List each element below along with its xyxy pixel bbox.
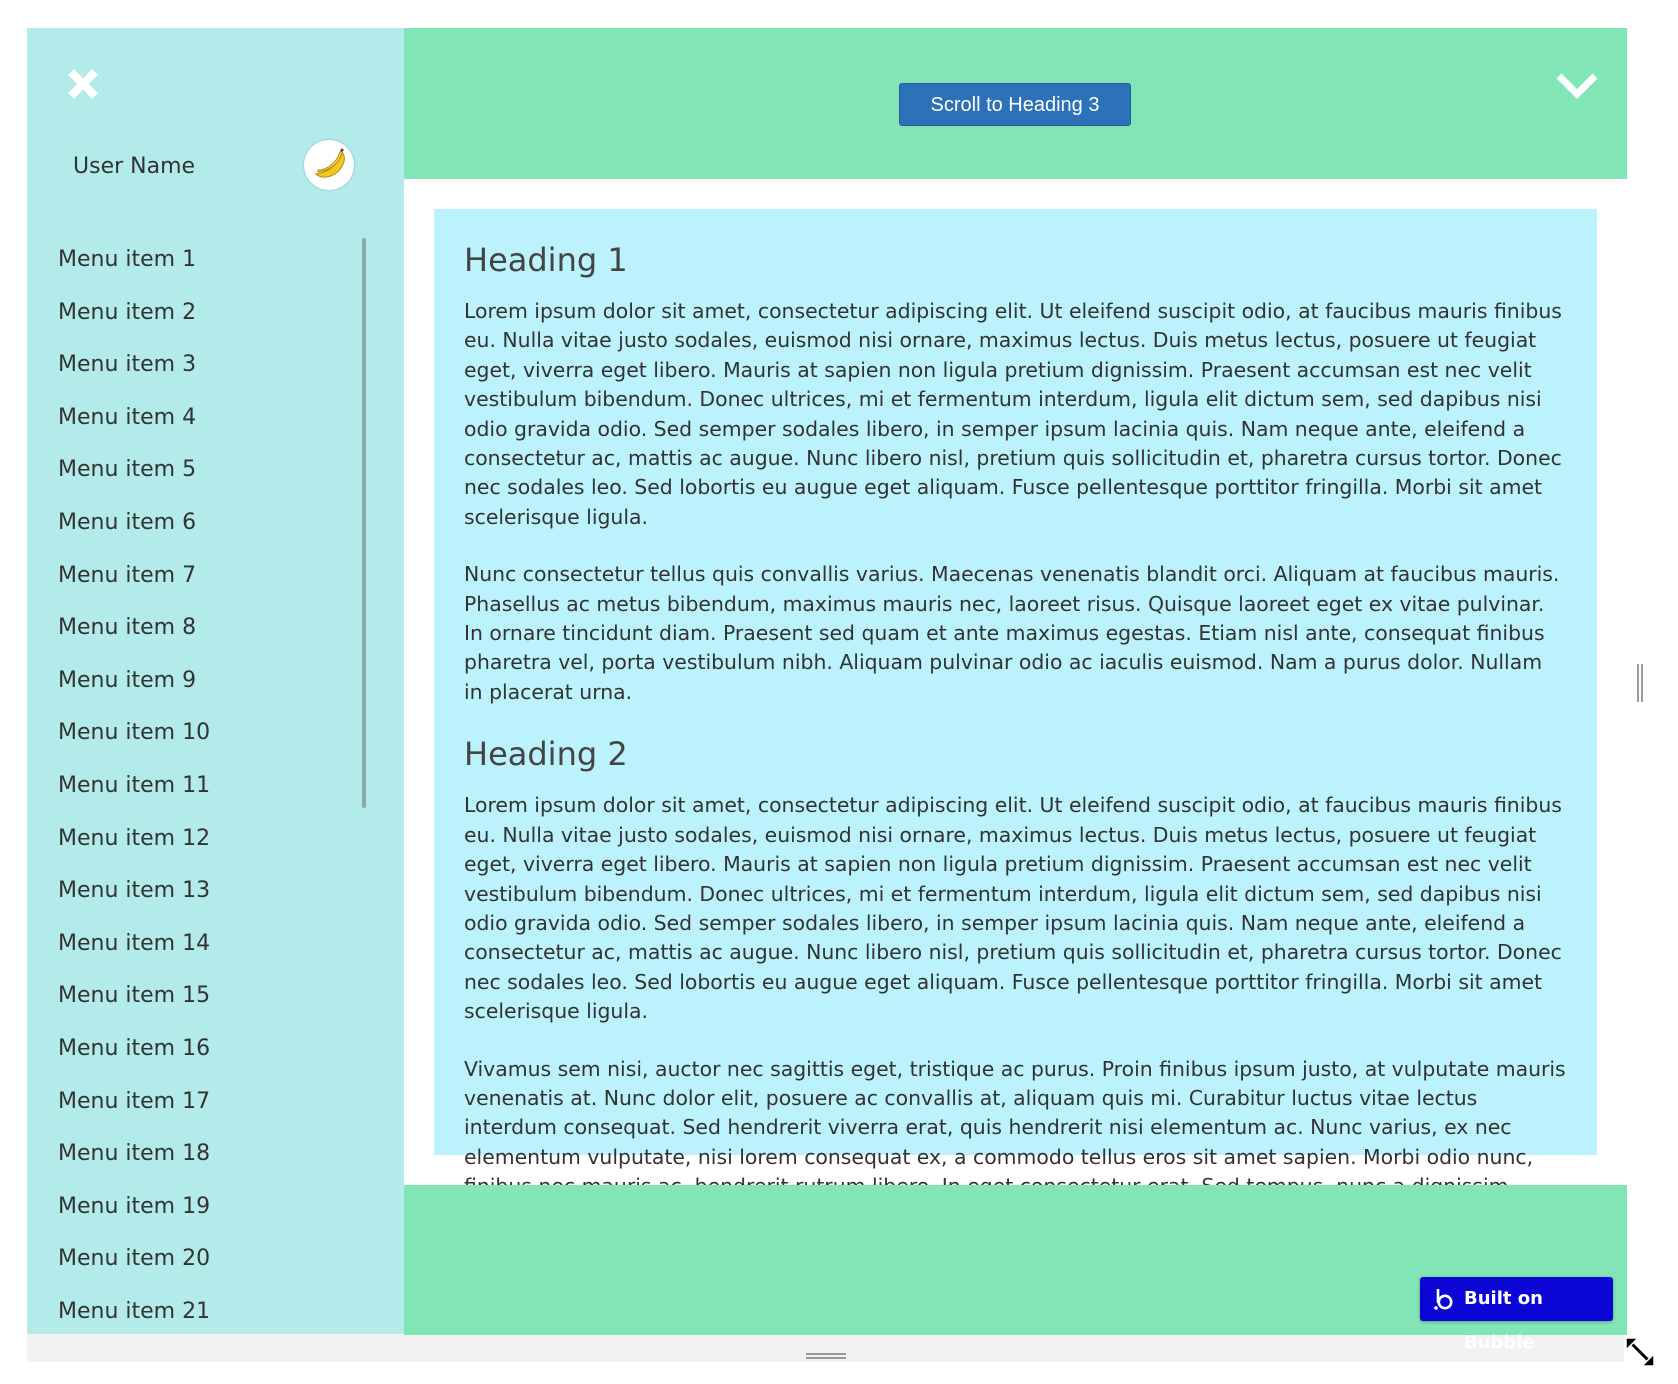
grip-horizontal-icon [806, 1352, 846, 1360]
sidebar-menu-item[interactable]: Menu item 9 [58, 667, 197, 693]
sidebar-menu-item[interactable]: Menu item 10 [58, 720, 211, 746]
paragraph: Vivamus sem nisi, auctor nec sagittis eget, tristique ac purus. Proin finibus ipsum justo, at vulputate mauris venenatis at. Nunc dolor elit, posuere ac convallis at, aliquam quis mi. Curabitur luctus vitae lectus interdum consequat. Sed hendrerit viverra erat, quis hendrerit nisi elementum ac. Nunc varius, ex nec elementum vulputate, nisi lorem consequat ex, a commodo tellus eros sit amet sapien. Morbi odio nunc, [464, 1056, 1566, 1169]
sidebar-menu-item[interactable]: Menu item 13 [58, 878, 211, 904]
horizontal-resize-handle[interactable] [806, 1345, 846, 1353]
sidebar-menu-item[interactable]: Menu item 6 [58, 509, 197, 535]
sidebar [27, 28, 404, 1334]
sidebar-menu-item[interactable]: Menu item 3 [58, 352, 197, 378]
heading-2: Heading 2 [464, 735, 628, 774]
sidebar-menu-item[interactable]: Menu item 21 [58, 1298, 211, 1324]
sidebar-menu-item[interactable]: Menu item 17 [58, 1088, 211, 1114]
sidebar-menu-item[interactable]: Menu item 15 [58, 983, 211, 1009]
sidebar-menu-item[interactable]: Menu item 11 [58, 772, 211, 798]
scroll-to-heading-3-button[interactable]: Scroll to Heading 3 [899, 83, 1131, 126]
footer-bar [404, 1185, 1627, 1353]
sidebar-menu-item[interactable]: Menu item 1 [58, 247, 197, 272]
sidebar-menu-item[interactable]: Menu item 14 [58, 930, 211, 956]
sidebar-menu-item[interactable]: Menu item 2 [58, 299, 197, 325]
sidebar-menu-item[interactable]: Menu item 12 [58, 825, 211, 851]
corner-resize-handle[interactable] [1622, 1334, 1658, 1370]
heading-1: Heading 1 [464, 241, 628, 279]
paragraph: Lorem ipsum dolor sit amet, consectetur adipiscing elit. Ut eleifend suscipit odio, at faucibus mauris finibus eu. Nulla vitae justo sodales, euismod nisi ornare, maximus lectus. Duis metus lectus, posuere ut feugiat eget, viverra eget libero. Mauris at sapien non ligula pretium dignissim. Praesent accumsan est nec velit vestibulum bibendum. Donec ultrices, mi et fermentum interdum, ligula elit dictum sem, sed dapibus nisi odio gravida odio. Sed semper sodales libero, in semper ipsum lacinia quis. Nam neque ante, eleifend a consectetur ac, mattis ac augue. Nunc libero nisl, pretium quis sollicitudin et, pharetra cursus tortor. Donec nec sodales leo. Sed lobortis eu augue eget aliquam. Fusce pellentesque porttitor fringilla. Morbi sit amet scelerisque ligula. [464, 299, 1562, 529]
grip-vertical-icon [1636, 664, 1644, 702]
sidebar-menu-item[interactable]: Menu item 16 [58, 1035, 211, 1061]
user-name: User Name [73, 154, 196, 179]
resize-arrow-icon [1622, 1334, 1658, 1370]
paragraph: Nunc consectetur tellus quis convallis varius. Maecenas venenatis blandit orci. Aliquam at faucibus mauris. Phasellus ac metus bibendum, maximus mauris nec, laoreet risus. Quisque laoreet eget ex vitae pulvinar. In ornare tincidunt diam. Praesent sed quam et ante maximus egestas. Etiam nisl ante, consequat finibus pharetra vel, porta vestibulum nibh. Aliquam pulvinar odio ac iaculis euismod. Nam a purus dolor. Nullam in placerat urna. [464, 562, 1560, 704]
menu-scrollbar[interactable] [362, 238, 366, 808]
content-panel [434, 209, 1597, 1169]
bubble-logo-icon [1432, 1287, 1456, 1311]
header-bar [404, 28, 1627, 179]
banana-icon [304, 140, 354, 190]
badge-label: Built on Bubble [1464, 1288, 1543, 1353]
sidebar-menu-item[interactable]: Menu item 8 [58, 615, 197, 641]
sidebar-menu-item[interactable]: Menu item 7 [58, 562, 197, 588]
paragraph: Lorem ipsum dolor sit amet, consectetur adipiscing elit. Ut eleifend suscipit odio, at faucibus mauris finibus eu. Nulla vitae justo sodales, euismod nisi ornare, maximus lectus. Duis metus lectus, posuere ut feugiat eget, viverra eget libero. Mauris at sapien non ligula pretium dignissim. Praesent accumsan est nec velit vestibulum bibendum. Donec ultrices, mi et fermentum interdum, ligula elit dictum sem, sed dapibus nisi odio gravida odio. Sed semper sodales libero, in semper ipsum lacinia quis. Nam neque ante, eleifend a consectetur ac, mattis ac augue. Nunc libero nisl, pretium quis sollicitudin et, pharetra cursus tortor. Donec nec sodales leo. Sed lobortis eu augue eget aliquam. Fusce pellentesque porttitor fringilla. Morbi sit amet scelerisque ligula. [464, 793, 1562, 1024]
vertical-resize-handle[interactable] [1636, 664, 1644, 702]
sidebar-menu-item[interactable]: Menu item 19 [58, 1193, 211, 1219]
close-sidebar-button[interactable] [63, 64, 103, 104]
sidebar-menu-item[interactable]: Menu item 18 [58, 1141, 211, 1167]
built-on-bubble-badge[interactable] [1420, 1277, 1613, 1353]
close-icon [63, 64, 103, 104]
sidebar-menu-item[interactable]: Menu item 5 [58, 457, 197, 483]
sidebar-menu-item[interactable]: Menu item 4 [58, 404, 197, 430]
chevron-down-icon [1554, 68, 1600, 104]
sidebar-menu-item[interactable]: Menu item 20 [58, 1246, 211, 1272]
sidebar-menu [27, 234, 404, 1334]
avatar[interactable] [304, 140, 354, 190]
chevron-toggle[interactable] [1554, 68, 1600, 104]
